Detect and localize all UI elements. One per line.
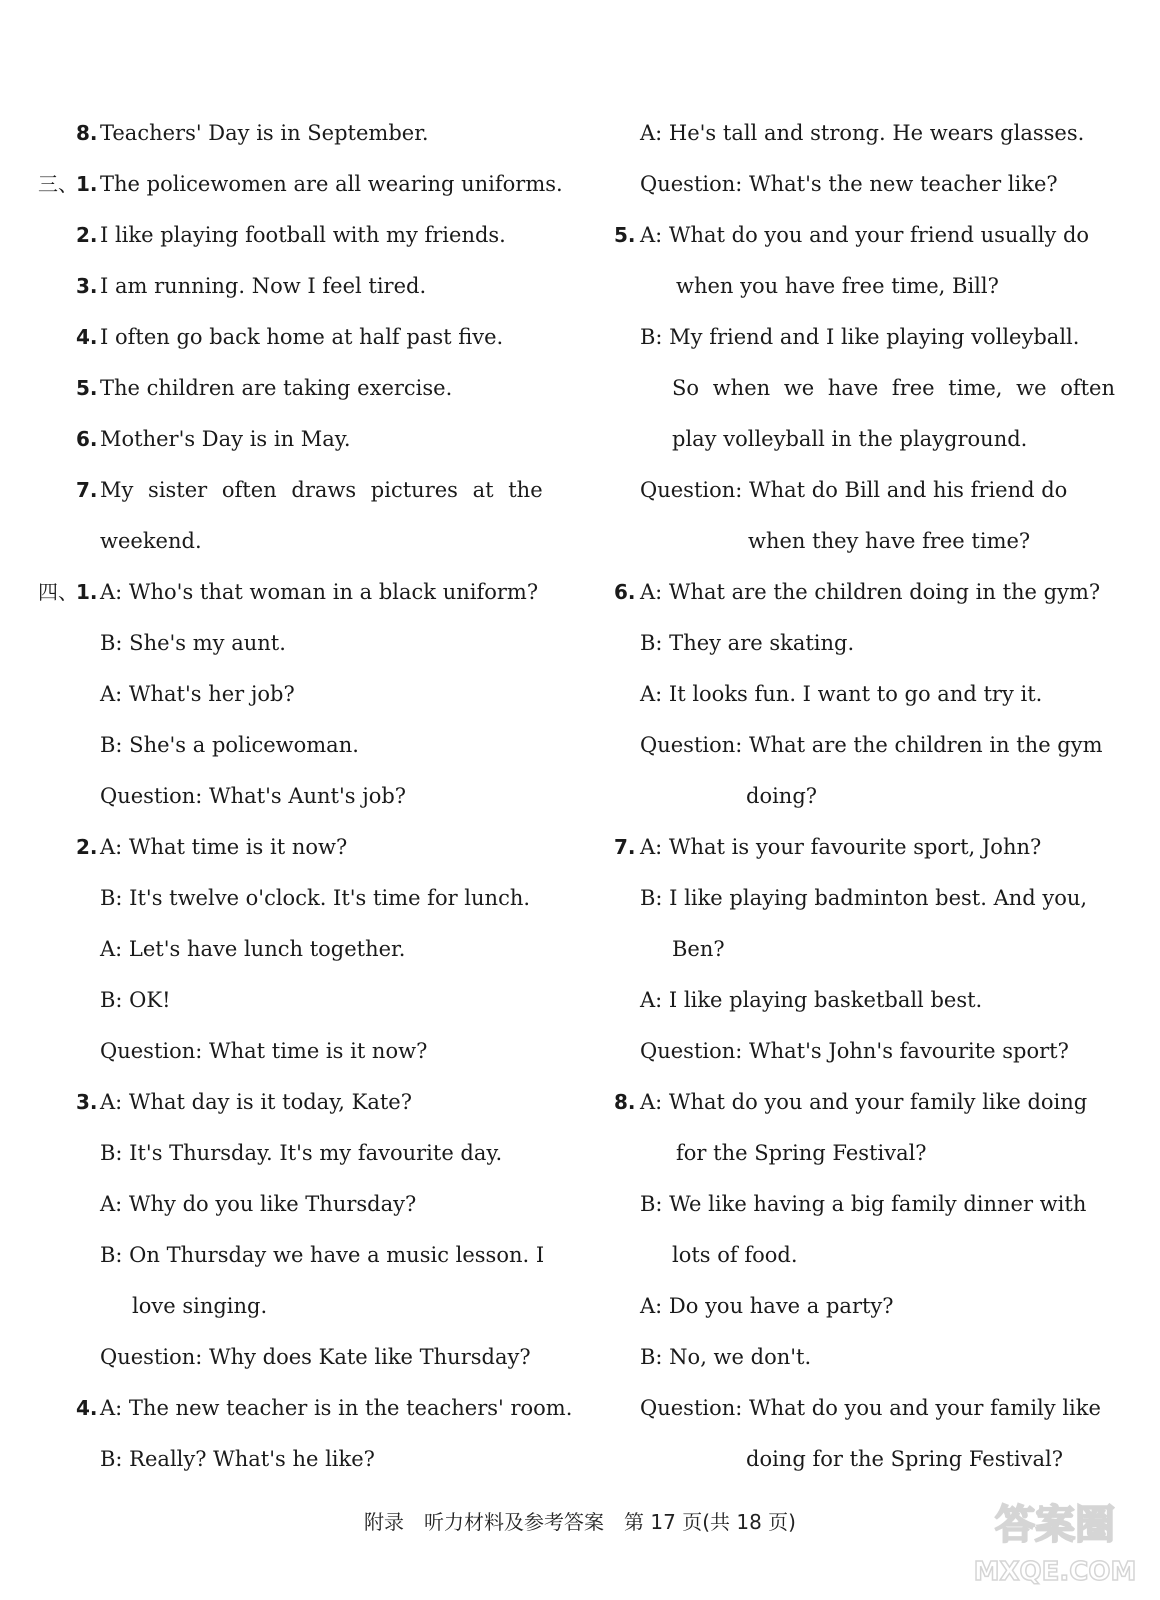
dialogue-line: B: OK!	[100, 988, 171, 1012]
question-line-continued: doing for the Spring Festival?	[746, 1447, 1064, 1471]
line	[38, 1128, 538, 1179]
line	[38, 261, 538, 312]
item-number: 5.	[614, 223, 636, 247]
line	[614, 159, 1134, 210]
dialogue-line: B: We like having a big family dinner with	[640, 1192, 1087, 1216]
dialogue-line: A: Who's that woman in a black uniform?	[100, 580, 539, 604]
line	[614, 924, 1134, 975]
dialogue-line-continued: love singing.	[132, 1294, 268, 1318]
dialogue-line: A: What is your favourite sport, John?	[640, 835, 1042, 859]
question-line: Question: What's the new teacher like?	[640, 172, 1058, 196]
item-text: Teachers' Day is in September.	[100, 121, 429, 145]
dialogue-line: A: What day is it today, Kate?	[100, 1090, 412, 1114]
item-text: I am running. Now I feel tired.	[100, 274, 427, 298]
dialogue-line: B: It's Thursday. It's my favourite day.	[100, 1141, 503, 1165]
line	[614, 1332, 1134, 1383]
line	[614, 261, 1134, 312]
line	[614, 771, 1134, 822]
dialogue-line: B: It's twelve o'clock. It's time for lunch.	[100, 886, 531, 910]
line	[38, 1077, 538, 1128]
question-line: Question: What time is it now?	[100, 1039, 428, 1063]
line	[614, 1383, 1134, 1434]
item-number: 7.	[614, 835, 636, 859]
dialogue-line: A: He's tall and strong. He wears glasses.	[640, 121, 1085, 145]
right-column	[614, 108, 1134, 1485]
dialogue-line: B: I like playing badminton best. And you,	[640, 886, 1088, 910]
line	[614, 1179, 1134, 1230]
item-number: 1.	[76, 172, 98, 196]
line	[38, 873, 538, 924]
line	[614, 720, 1134, 771]
dialogue-line: B: She's a policewoman.	[100, 733, 359, 757]
dialogue-line: A: Let's have lunch together.	[100, 937, 406, 961]
line	[614, 1026, 1134, 1077]
section-marker: 四、	[38, 580, 78, 604]
dialogue-line: A: Why do you like Thursday?	[100, 1192, 417, 1216]
dialogue-line: A: What do you and your family like doing	[640, 1090, 1088, 1114]
line	[38, 465, 543, 516]
line	[614, 1434, 1134, 1485]
line	[614, 414, 1134, 465]
watermark-bottom-text: MXQE.COM	[973, 1557, 1137, 1587]
line	[614, 1230, 1134, 1281]
watermark-logo	[960, 1486, 1150, 1590]
line	[614, 363, 1134, 414]
item-number: 4.	[76, 1396, 98, 1420]
line	[614, 873, 1134, 924]
dialogue-line: B: My friend and I like playing volleyball.	[640, 325, 1080, 349]
line	[38, 924, 538, 975]
line	[614, 312, 1134, 363]
line	[38, 1383, 573, 1434]
dialogue-line: B: Really? What's he like?	[100, 1447, 375, 1471]
page-footer: 附录 听力材料及参考答案 第 17 页(共 18 页)	[364, 1510, 796, 1534]
line	[38, 1230, 545, 1281]
dialogue-line-continued: Ben?	[672, 937, 725, 961]
item-number: 5.	[76, 376, 98, 400]
item-text: I often go back home at half past five.	[100, 325, 504, 349]
watermark-top-text: 答案圈	[995, 1502, 1115, 1548]
line	[38, 108, 538, 159]
question-line: Question: What do you and your family like	[640, 1396, 1101, 1420]
dialogue-line: A: What's her job?	[100, 682, 295, 706]
line	[38, 618, 538, 669]
line	[38, 822, 538, 873]
item-text: Mother's Day is in May.	[100, 427, 351, 451]
line	[38, 771, 538, 822]
question-line-continued: doing?	[746, 784, 818, 808]
section-marker: 三、	[38, 172, 78, 196]
line	[38, 720, 538, 771]
dialogue-line: A: What are the children doing in the gym?	[640, 580, 1101, 604]
dialogue-line: A: What time is it now?	[100, 835, 348, 859]
question-line: Question: What are the children in the gym	[640, 733, 1103, 757]
dialogue-line-continued: So when we have free time, we often	[672, 376, 1115, 400]
dialogue-line: B: They are skating.	[640, 631, 855, 655]
line	[38, 975, 538, 1026]
item-number: 6.	[76, 427, 98, 451]
line	[38, 159, 563, 210]
item-number: 4.	[76, 325, 98, 349]
line	[38, 516, 538, 567]
line	[38, 1026, 538, 1077]
line	[38, 669, 538, 720]
item-number: 3.	[76, 274, 98, 298]
item-number: 3.	[76, 1090, 98, 1114]
left-column	[38, 108, 573, 1485]
line	[614, 975, 1134, 1026]
item-number: 7.	[76, 478, 98, 502]
line	[38, 1332, 538, 1383]
line	[38, 1434, 538, 1485]
line	[614, 1281, 1134, 1332]
item-number: 8.	[614, 1090, 636, 1114]
question-line: Question: What do Bill and his friend do	[640, 478, 1068, 502]
line	[614, 1077, 1134, 1128]
dialogue-line-continued: when you have free time, Bill?	[676, 274, 999, 298]
line	[38, 363, 538, 414]
line	[614, 822, 1134, 873]
question-line: Question: What's Aunt's job?	[100, 784, 407, 808]
dialogue-line-continued: lots of food.	[672, 1243, 798, 1267]
question-line: Question: What's John's favourite sport?	[640, 1039, 1069, 1063]
line	[614, 1128, 1134, 1179]
dialogue-line: B: On Thursday we have a music lesson. I	[100, 1243, 545, 1267]
line	[38, 414, 538, 465]
line	[614, 669, 1134, 720]
item-text: The policewomen are all wearing uniforms.	[100, 172, 563, 196]
question-line-continued: when they have free time?	[748, 529, 1031, 553]
line	[38, 1179, 538, 1230]
dialogue-line: A: It looks fun. I want to go and try it.	[640, 682, 1043, 706]
line	[38, 210, 538, 261]
dialogue-line: A: The new teacher is in the teachers' room.	[100, 1396, 573, 1420]
dialogue-line-continued: for the Spring Festival?	[676, 1141, 927, 1165]
item-number: 8.	[76, 121, 98, 145]
item-text-continued: weekend.	[100, 529, 202, 553]
line	[38, 312, 538, 363]
dialogue-line: A: I like playing basketball best.	[640, 988, 983, 1012]
item-number: 6.	[614, 580, 636, 604]
line	[614, 567, 1134, 618]
dialogue-line: A: Do you have a party?	[640, 1294, 894, 1318]
line	[38, 1281, 538, 1332]
item-number: 1.	[76, 580, 98, 604]
dialogue-line-continued: play volleyball in the playground.	[672, 427, 1028, 451]
item-number: 2.	[76, 223, 98, 247]
dialogue-line: A: What do you and your friend usually do	[640, 223, 1090, 247]
line	[38, 567, 538, 618]
item-text: My sister often draws pictures at the	[100, 478, 543, 502]
item-text: I like playing football with my friends.	[100, 223, 506, 247]
line	[614, 108, 1134, 159]
item-text: The children are taking exercise.	[100, 376, 453, 400]
line	[614, 465, 1134, 516]
line	[614, 618, 1134, 669]
line	[614, 516, 1134, 567]
question-line: Question: Why does Kate like Thursday?	[100, 1345, 531, 1369]
line	[614, 210, 1134, 261]
item-number: 2.	[76, 835, 98, 859]
dialogue-line: B: She's my aunt.	[100, 631, 286, 655]
dialogue-line: B: No, we don't.	[640, 1345, 812, 1369]
